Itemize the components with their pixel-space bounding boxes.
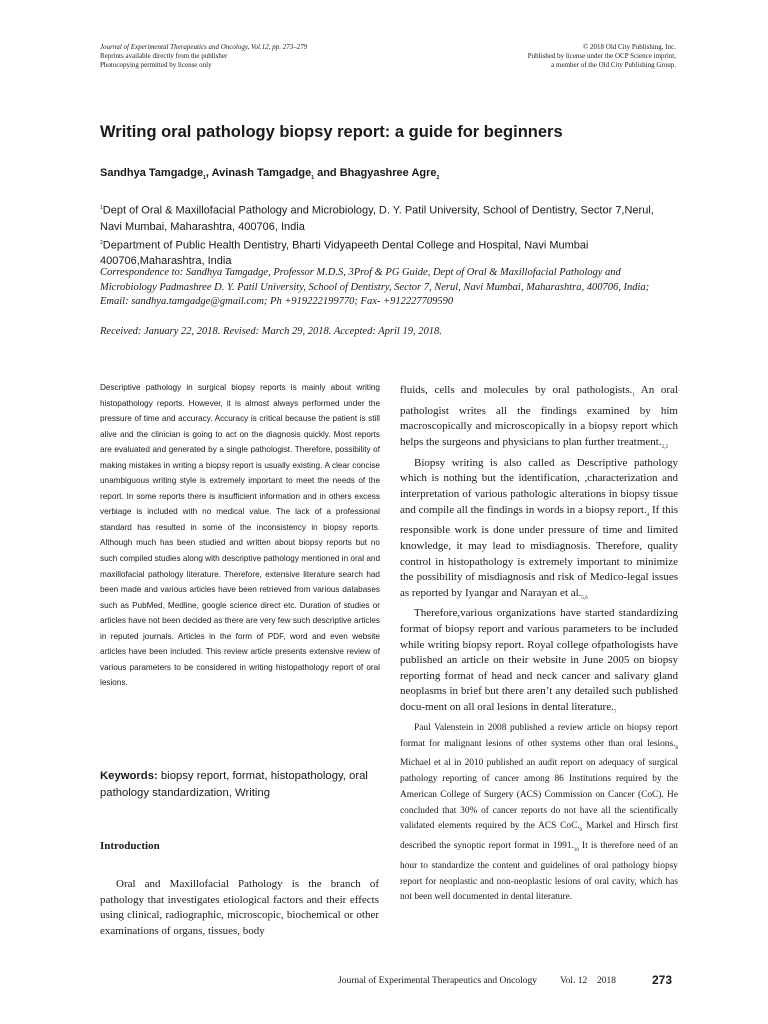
section-heading-introduction: Introduction (100, 840, 160, 852)
keywords-text: biopsy report, format, histopathology, oral pathology standardization, Writing (100, 770, 368, 799)
footer-year: 2018 (597, 976, 616, 986)
article-title: Writing oral pathology biopsy report: a guide for beginners (100, 123, 563, 141)
citation-mark: 7 (613, 710, 617, 716)
abstract: Descriptive pathology in surgical biopsy reports is mainly about writing histopathology reports. However, it is almost always performed under the pressure of time and accuracy. Accuracy is critical because the patient is still alive and the clinician is going to act on the diagnosis quickly. Most reports are evaluated and generated by a single pathologist. Therefore, possibility of making mistakes in writing a biopsy report is usually existing. A clear concise unambiguous writing style is extremely important to meet the needs of the report. In some reports there is insufficient information and in others excess verbiage is included with no medical value. The lack of a professional standard has resulted in some of the inconsistency in biopsy reports. Although much has been studied and written about biopsy reports but no such compiled studies along with descriptive pathology mentioned in oral and maxillofacial pathology literature. Therefore, extensive literature search had been made and various articles have been retrieved from various databases such as PubMed, Medline, google science direct etc. Duration of studies or articles have not been decided as there are very few such descriptive articles in reputed journals. Articles in the form of PDF, word and even website articles have been included. This review article presents extensive review of various parameters to be considered in writing histopathology report of oral lesions. (100, 383, 380, 688)
author-list (100, 166, 680, 185)
affiliation-text: Department of Public Health Dentistry, Bharti Vidyapeeth Dental College and Hospital, Navi Mumbai 400706,Maharashtra, India (100, 239, 589, 268)
copyright-line: © 2018 Old City Publishing, Inc. (582, 43, 676, 51)
citation-mark: 2,3 (661, 445, 668, 451)
affiliation-mark: 2 (100, 239, 103, 246)
received-dates: Received: January 22, 2018. Revised: March 29, 2018. Accepted: April 19, 2018. (100, 326, 442, 337)
journal-citation: Journal of Experimental Therapeutics and Oncology, Vol.12, pp. 273–279 (100, 43, 308, 51)
body-right-column (400, 383, 678, 906)
affiliation-mark: 1 (100, 205, 103, 211)
running-header-left (100, 43, 400, 70)
paragraph-text: Michael et al in 2010 published an audit report on adequacy of surgical pathology reporting of cancer among 86 Institutions required by the American College of Surgery (ACS) Commission on Cancer (CoC). He concluded that 30% of cancer reports do not have all the scientifically validated elements required by the ACS CoC. (400, 758, 678, 832)
body-paragraph (400, 721, 678, 906)
paragraph-text: Markel and Hirsch first described the synoptic report format in 1991. (400, 821, 678, 852)
publisher-group-line: a member of the Old City Publishing Group. (551, 61, 676, 69)
paragraph-text: fluids, cells and molecules by oral pathologists. (400, 384, 633, 396)
page-number: 273 (652, 973, 673, 987)
author-affiliation-mark: 1 (203, 175, 206, 182)
affiliation-text: Dept of Oral & Maxillofacial Pathology and Microbiology, D. Y. Patil University, School of Dentistry, Sector 7,Nerul, Navi Mumbai, Maharashtra, 400706, India (100, 204, 654, 233)
introduction-paragraph: Oral and Maxillofacial Pathology is the branch of pathology that investigates etiological factors and their effects using clinical, radiographic, microscopic, biochemical or other examinations of organs, tissues, body (100, 878, 379, 937)
author-separator: , (205, 167, 212, 179)
citation-mark: 1 (632, 393, 635, 399)
footer-volume: Vol. 12 (560, 976, 588, 986)
body-paragraph (400, 606, 678, 720)
author-name: Bhagyashree Agre (339, 167, 437, 179)
keywords (100, 768, 380, 802)
citation-mark: 8 (675, 745, 678, 751)
citation-mark: 9 (579, 828, 583, 834)
paragraph-text: Biopsy writing is also called as Descriptive pathology which is nothing but the identification, ,characterization and interpretation of various pathologic alterations in biopsy tissue and compile all the findings in words in a biopsy report. (400, 456, 678, 516)
affiliations (100, 200, 660, 269)
photocopying-note: Photocopying permitted by license only (100, 61, 212, 69)
body-paragraph (400, 456, 678, 607)
author-affiliation-mark: 2 (436, 175, 440, 182)
paragraph-text: Therefore,various organizations have started standardizing format of biopsy report and various parameters to be included while writing biopsy report. Royal college ofpathologists have published an article on their website in June 2005 on biopsy reporting format of head and neck cancer and salivary gland neoplasms in brief but there aren’t any detailed such published docu-ment on all oral lesions in dental literature. (400, 607, 678, 714)
paragraph-text: It is therefore need of an hour to standardize the content and guidelines of oral pathology biopsy report for neoplastic and non-neoplastic lesions of oral cavity, which has not been well documented in dental literature. (400, 841, 678, 903)
author-name: Avinash Tamgadge (211, 167, 312, 179)
reprints-note: Reprints available directly from the publisher (100, 52, 228, 60)
body-paragraph (400, 383, 678, 456)
citation-mark: 4 (646, 512, 650, 518)
paragraph-text: An oral pathologist writes all the findings examined by him macroscopically and microscopically in a biopsy report which helps the surgeons and physicians to plan further treatment. (400, 384, 678, 448)
author-conjunction: and (314, 167, 340, 179)
author-name: Sandhya Tamgadge (100, 167, 204, 179)
keywords-label: Keywords: (100, 770, 158, 782)
paragraph-text: Paul Valenstein in 2008 published a review article on biopsy report format for malignant lesions of other systems other than oral lesions. (400, 722, 678, 749)
author-affiliation-mark: 1 (311, 175, 315, 182)
license-line: Published by license under the OCP Science imprint, (527, 52, 676, 60)
affiliation-item (100, 200, 660, 235)
affiliation-item (100, 235, 660, 270)
paragraph-text: If this responsible work is done under pressure of time and limited knowledge, it may lead to misdiagnosis. Therefore, quality control in histopathology is extremely important to minimize the possibility of misdiagnosis and risk of Medico-legal issues as reported by Iyangar and Narayan et al. (400, 503, 678, 599)
correspondence: Correspondence to: Sandhya Tamgadge, Professor M.D.S, 3Prof & PG Guide, Dept of Oral & Maxillofacial Pathology and Microbiology Padmashree D. Y. Patil University, School of Dentistry, Sector 7, Nerul, Navi Mumbai, Maharashtra, 400706, India; Email: sandhya.tamgadge@gmail.com; Ph +919222199770; Fax- +912227709590 (100, 267, 650, 307)
footer-journal: Journal of Experimental Therapeutics and Oncology (338, 976, 537, 986)
running-header-right (376, 43, 676, 70)
citation-mark: 10 (573, 848, 579, 854)
citation-mark: 5,6 (581, 595, 588, 601)
